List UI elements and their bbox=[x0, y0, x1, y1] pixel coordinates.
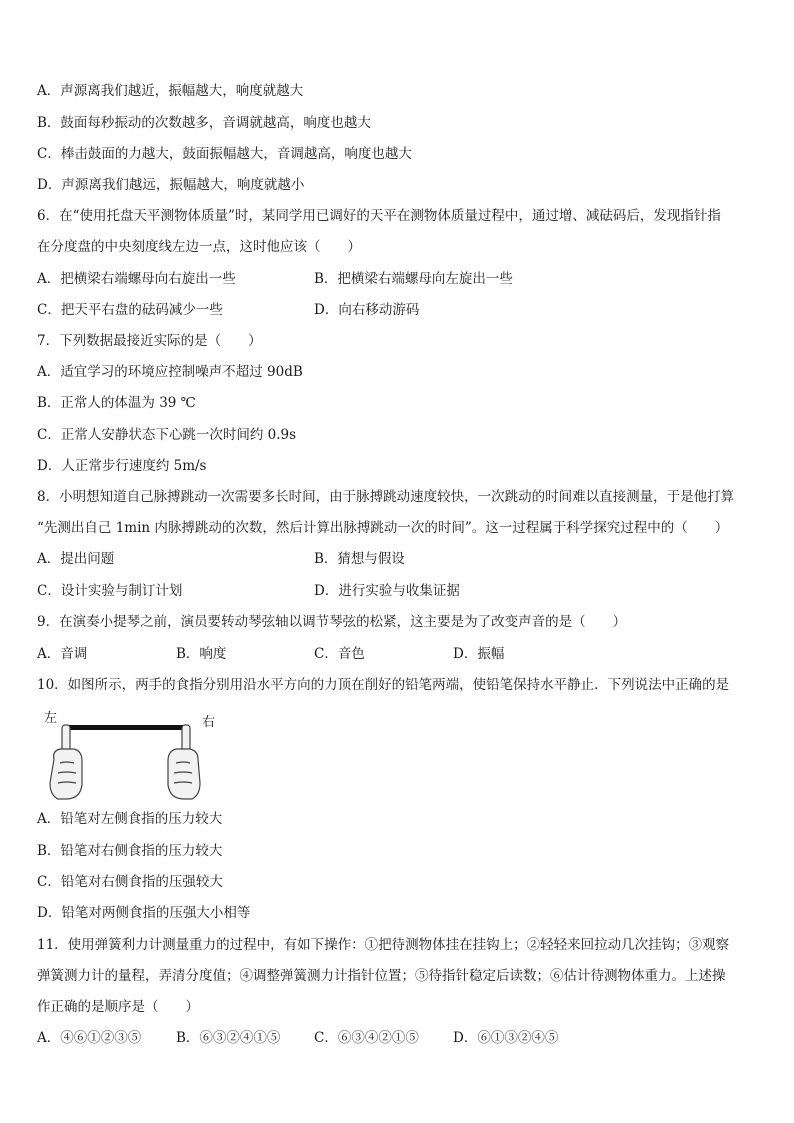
pencil-fingers-figure bbox=[40, 703, 230, 803]
q7-option-c: C．正常人安静状态下心跳一次时间约 0.9s bbox=[37, 427, 297, 443]
q8-stem-line1: 8．小明想知道自己脉搏跳动一次需要多长时间，由于脉搏跳动速度较快，一次跳动的时间难以直接测量，于是他打算 bbox=[37, 489, 735, 505]
q6-stem-line2: 在分度盘的中央刻度线左边一点，这时他应该（ ） bbox=[37, 239, 361, 255]
q6-option-d: D．向右移动游码 bbox=[314, 302, 420, 318]
q5-option-a: A．声源离我们越近，振幅越大，响度就越大 bbox=[37, 83, 304, 99]
q9-option-c: C．音色 bbox=[314, 646, 365, 662]
pencil-icon bbox=[68, 725, 186, 730]
q5-option-d: D．声源离我们越远，振幅越大，响度就越小 bbox=[37, 177, 305, 193]
q9-option-d: D．振幅 bbox=[453, 646, 505, 662]
q6-option-c: C．把天平右盘的砝码减少一些 bbox=[37, 302, 223, 318]
q10-option-d: D．铅笔对两侧食指的压强大小相等 bbox=[37, 905, 251, 921]
q7-option-b: B．正常人的体温为 39 ℃ bbox=[37, 395, 196, 411]
q11-stem-line2: 弹簧测力计的量程，弄清分度值；④调整弹簧测力计指针位置；⑤待指针稳定后读数；⑥估计待测物体重力。上述操 bbox=[37, 968, 726, 984]
q8-stem-line2: “先测出自己 1min 内脉搏跳动的次数，然后计算出脉搏跳动一次的时间”。这一过程属于科学探究过程中的（ ） bbox=[37, 520, 729, 536]
q5-option-c: C．棒击鼓面的力越大，鼓面振幅越大，音调越高，响度也越大 bbox=[37, 146, 412, 162]
q6-stem-line1: 6．在“使用托盘天平测物体质量”时，某同学用已调好的天平在测物体质量过程中，通过增、减砝码后，发现指针指 bbox=[37, 208, 721, 224]
q8-option-c: C．设计实验与制订计划 bbox=[37, 583, 183, 599]
q8-option-b: B．猜想与假设 bbox=[314, 551, 405, 567]
q7-stem: 7．下列数据最接近实际的是（ ） bbox=[37, 333, 262, 349]
q7-option-a: A．适宜学习的环境应控制噪声不超过 90dB bbox=[37, 364, 303, 380]
q6-option-b: B．把横梁右端螺母向左旋出一些 bbox=[314, 271, 513, 287]
q11-option-a: A．④⑥①②③⑤ bbox=[37, 1030, 142, 1046]
right-hand-icon bbox=[168, 725, 200, 799]
q11-stem-line1: 11．使用弹簧利力计测量重力的过程中，有如下操作：①把待测物体挂在挂钩上；②轻轻来回拉动几次挂钩；③观察 bbox=[37, 937, 730, 953]
q10-option-c: C．铅笔对右侧食指的压强较大 bbox=[37, 874, 223, 890]
q9-option-b: B．响度 bbox=[176, 646, 227, 662]
q11-option-c: C．⑥③④②①⑤ bbox=[314, 1030, 419, 1046]
q10-option-b: B．铅笔对右侧食指的压力较大 bbox=[37, 843, 223, 859]
q10-option-a: A．铅笔对左侧食指的压力较大 bbox=[37, 811, 223, 827]
figure-right-label: 右 bbox=[202, 715, 216, 730]
q7-option-d: D．人正常步行速度约 5m/s bbox=[37, 458, 207, 474]
left-hand-icon bbox=[50, 725, 82, 799]
q9-option-a: A．音调 bbox=[37, 646, 88, 662]
q8-option-d: D．进行实验与收集证据 bbox=[314, 583, 460, 599]
q10-stem: 10．如图所示，两手的食指分别用沿水平方向的力顶在削好的铅笔两端，使铅笔保持水平静止．下列说法中正确的是 bbox=[37, 677, 730, 693]
q6-option-a: A．把横梁右端螺母向右旋出一些 bbox=[37, 271, 236, 287]
q11-stem-line3: 作正确的是顺序是（ ） bbox=[37, 999, 199, 1015]
figure-left-label: 左 bbox=[44, 711, 58, 726]
q9-stem: 9．在演奏小提琴之前，演员要转动琴弦轴以调节琴弦的松紧，这主要是为了改变声音的是（ ） bbox=[37, 614, 627, 630]
q11-option-d: D．⑥①③②④⑤ bbox=[453, 1030, 559, 1046]
q5-option-b: B．鼓面每秒振动的次数越多，音调就越高，响度也越大 bbox=[37, 115, 371, 131]
q8-option-a: A．提出问题 bbox=[37, 551, 115, 567]
q11-option-b: B．⑥③②④①⑤ bbox=[176, 1030, 281, 1046]
